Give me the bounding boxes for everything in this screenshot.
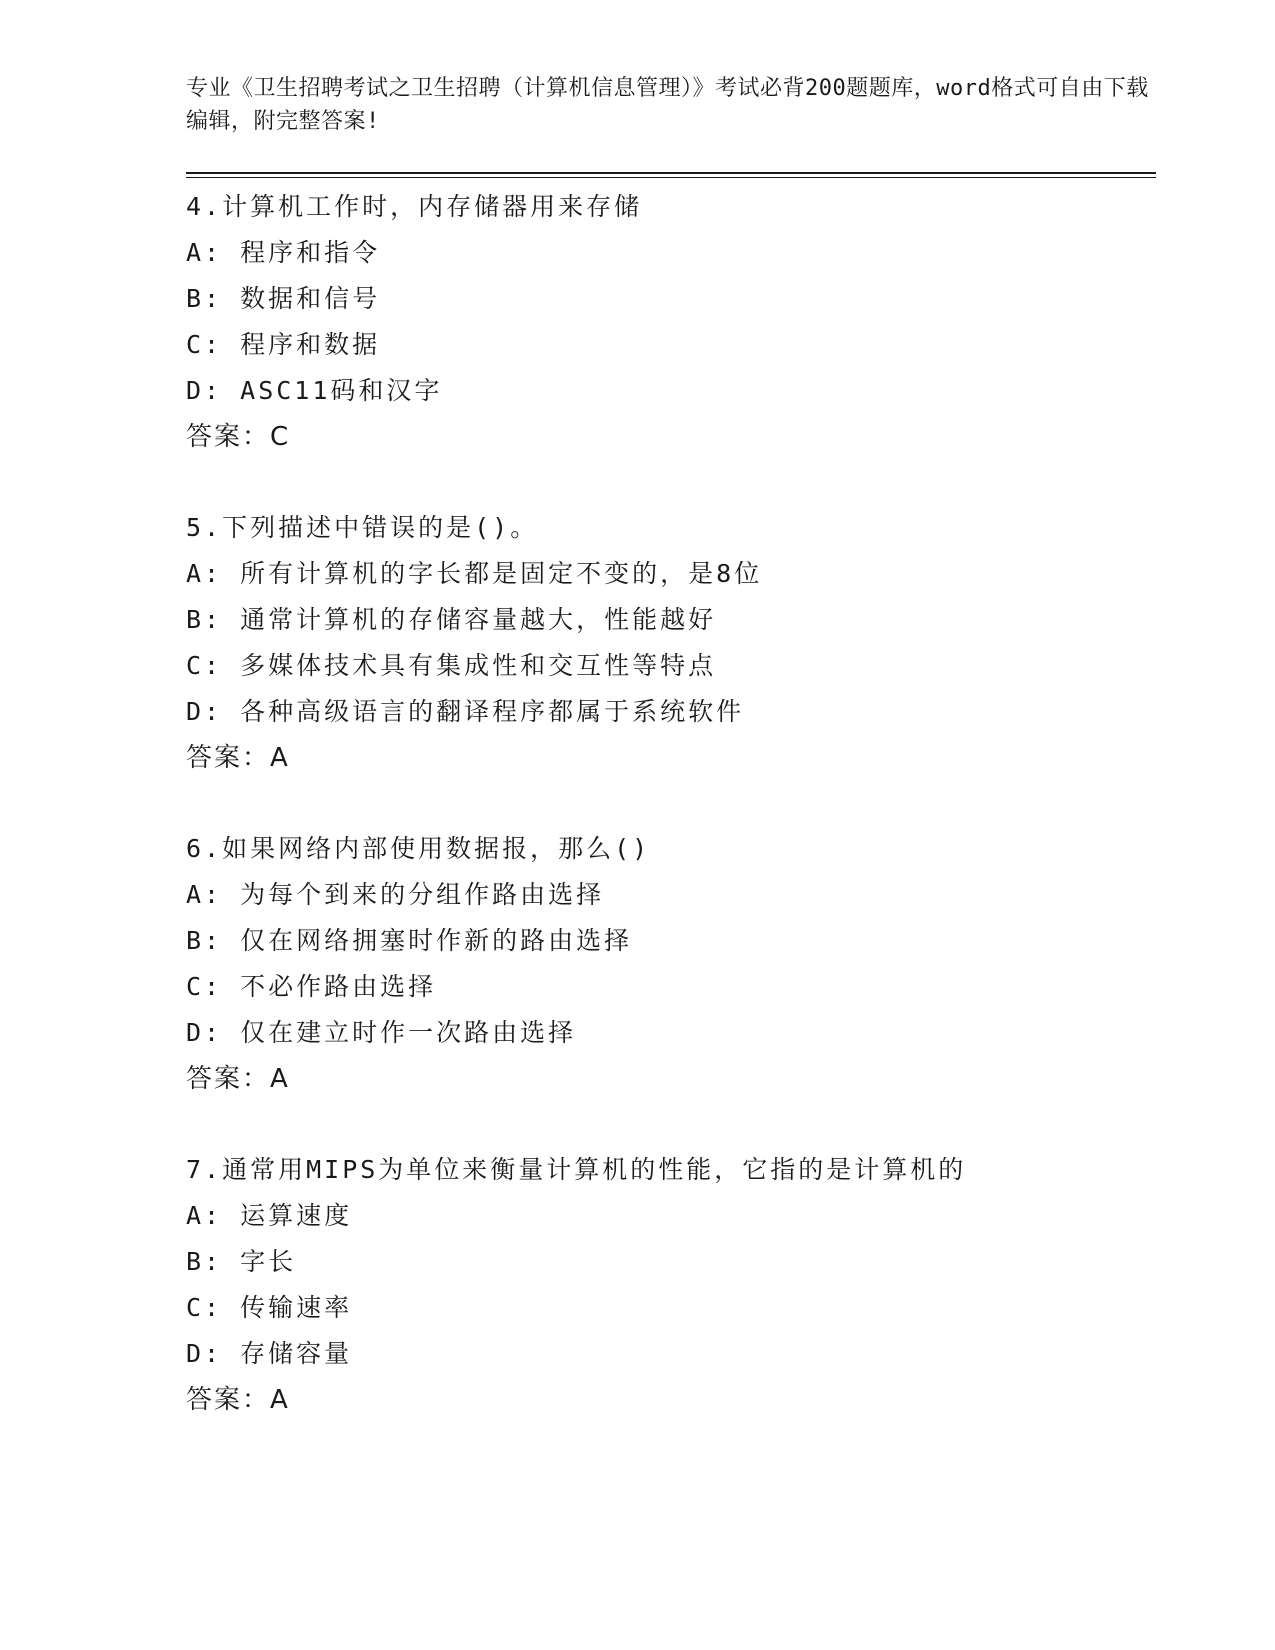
option-c: C: 传输速率: [186, 1293, 353, 1322]
option-a: A: 所有计算机的字长都是固定不变的，是8位: [186, 559, 763, 588]
option-b: B: 仅在网络拥塞时作新的路由选择: [186, 926, 633, 955]
header-divider: [186, 172, 1156, 178]
question-item: [186, 184, 1156, 460]
question-item: [186, 826, 1156, 1102]
question-stem: 4.计算机工作时，内存储器用来存储: [186, 192, 643, 221]
option-b: B: 数据和信号: [186, 284, 381, 313]
document-header: 专业《卫生招聘考试之卫生招聘（计算机信息管理）》考试必背200题题库，word格式可自由下载编辑，附完整答案!: [186, 76, 1149, 134]
option-a: A: 运算速度: [186, 1201, 353, 1230]
answer-line: 答案：A: [186, 1385, 290, 1415]
option-b: B: 字长: [186, 1247, 297, 1276]
question-item: [186, 505, 1156, 781]
option-b: B: 通常计算机的存储容量越大，性能越好: [186, 605, 717, 634]
option-d: D: 仅在建立时作一次路由选择: [186, 1018, 577, 1047]
question-stem: 7.通常用MIPS为单位来衡量计算机的性能，它指的是计算机的: [186, 1155, 967, 1184]
option-d: D: ASC11码和汉字: [186, 376, 443, 405]
option-c: C: 程序和数据: [186, 330, 381, 359]
answer-line: 答案：A: [186, 743, 290, 773]
question-stem: 6.如果网络内部使用数据报，那么(): [186, 834, 651, 863]
document-page: [186, 72, 1156, 1468]
question-item: [186, 1147, 1156, 1423]
question-list: [186, 184, 1156, 1423]
option-a: A: 程序和指令: [186, 238, 381, 267]
option-d: D: 存储容量: [186, 1339, 353, 1368]
option-d: D: 各种高级语言的翻译程序都属于系统软件: [186, 697, 745, 726]
question-stem: 5.下列描述中错误的是()。: [186, 513, 539, 542]
answer-line: 答案：A: [186, 1064, 290, 1094]
answer-line: 答案：C: [186, 422, 291, 452]
option-a: A: 为每个到来的分组作路由选择: [186, 880, 605, 909]
option-c: C: 不必作路由选择: [186, 972, 437, 1001]
option-c: C: 多媒体技术具有集成性和交互性等特点: [186, 651, 717, 680]
